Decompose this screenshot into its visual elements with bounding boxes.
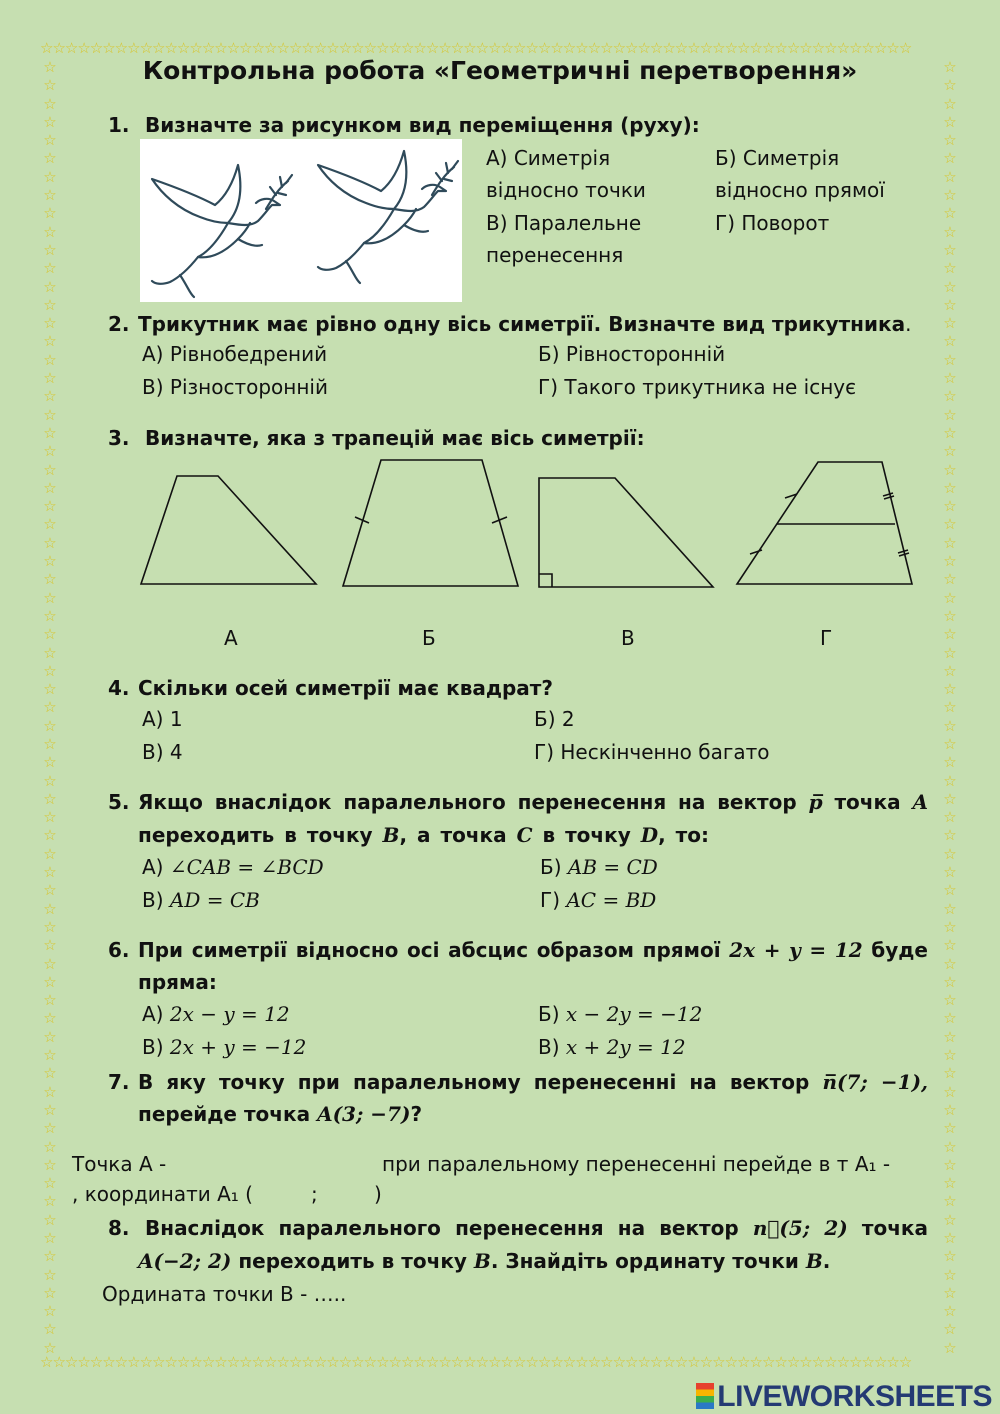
trapezoid-label-g[interactable]: Г bbox=[820, 626, 833, 650]
trapezoid-label-a[interactable]: А bbox=[224, 626, 238, 650]
q5-option-b[interactable]: Б) AB = CD bbox=[540, 855, 658, 879]
q4-text: Скільки осей симетрії має квадрат? bbox=[138, 676, 553, 700]
q2-option-b[interactable]: Б) Рівносторонній bbox=[538, 342, 726, 366]
q6-option-v[interactable]: В) 2x + y = −12 bbox=[142, 1035, 307, 1059]
q5-option-g[interactable]: Г) AC = BD bbox=[540, 888, 657, 912]
q1-option-v-line2: перенесення bbox=[486, 243, 624, 267]
q2-option-v[interactable]: В) Різносторонній bbox=[142, 375, 328, 399]
dove-left-icon bbox=[152, 165, 292, 297]
trapezoid-a bbox=[141, 476, 316, 584]
q4-option-a[interactable]: А) 1 bbox=[142, 707, 183, 731]
q6-option-b[interactable]: Б) x − 2y = −12 bbox=[538, 1002, 703, 1026]
q4-option-b[interactable]: Б) 2 bbox=[534, 707, 575, 731]
q8-line2: A(−2; 2) переходить в точку B. Знайдіть ординату точки B. bbox=[138, 1249, 831, 1273]
answer7-input-x[interactable] bbox=[262, 1180, 307, 1208]
q2-period: . bbox=[905, 312, 912, 336]
trapezoid-v bbox=[539, 478, 713, 587]
answer7-text: при паралельному перенесенні перейде в т А₁ - bbox=[382, 1152, 891, 1176]
answer7-semicolon: ; bbox=[311, 1182, 318, 1206]
trapezoid-g bbox=[737, 462, 912, 584]
q1-option-a-line1[interactable]: А) Симетрія bbox=[486, 146, 611, 170]
q1-number: 1. bbox=[108, 113, 130, 137]
q8-answer-line[interactable]: Ордината точки В - ….. bbox=[102, 1282, 347, 1306]
liveworksheets-icon bbox=[696, 1383, 714, 1409]
q6-line1: При симетрії відносно осі абсцис образом прямої 2x + y = 12 буде bbox=[138, 938, 928, 962]
q1-option-v-line1[interactable]: В) Паралельне bbox=[486, 211, 642, 235]
q2-text: Трикутник має рівно одну вісь симетрії. Визначте вид трикутника bbox=[138, 312, 906, 336]
q4-option-g[interactable]: Г) Нескінченно багато bbox=[534, 740, 770, 764]
star-border-top: ☆☆☆☆☆☆☆☆☆☆☆☆☆☆☆☆☆☆☆☆☆☆☆☆☆☆☆☆☆☆☆☆☆☆☆☆☆☆☆☆☆☆☆☆☆☆☆☆☆☆☆☆☆☆☆☆☆☆☆☆☆☆☆☆☆☆☆☆☆☆ bbox=[40, 39, 912, 57]
q1-text: Визначте за рисунком вид переміщення (руху): bbox=[145, 113, 700, 137]
liveworksheets-logo: LIVEWORKSHEETS bbox=[696, 1380, 992, 1414]
q7-number: 7. bbox=[108, 1070, 130, 1094]
q8-number: 8. bbox=[108, 1216, 130, 1240]
trapezoids-figure bbox=[0, 450, 1000, 600]
q6-option-a[interactable]: А) 2x − y = 12 bbox=[142, 1002, 290, 1026]
trapezoid-label-b[interactable]: Б bbox=[422, 626, 436, 650]
trapezoid-b bbox=[343, 460, 518, 586]
q1-option-a-line2: відносно точки bbox=[486, 178, 646, 202]
answer7-input-point[interactable] bbox=[188, 1150, 368, 1178]
star-border-right: ☆ ☆ ☆ ☆ ☆ ☆ ☆ ☆ ☆ ☆ ☆ ☆ ☆ ☆ ☆ ☆ ☆ ☆ ☆ ☆ ☆ ☆ ☆ ☆ ☆ ☆ ☆ ☆ ☆ ☆ ☆ ☆ ☆ ☆ ☆ ☆ ☆ ☆ ☆ ☆ ☆ ☆ ☆ ☆ ☆ ☆ ☆ ☆ ☆ ☆ ☆ ☆ ☆ ☆ ☆ ☆ ☆ ☆ ☆ ☆ ☆ ☆ ☆ ☆ ☆ ☆ ☆ ☆ ☆ ☆ ☆ bbox=[943, 58, 957, 1357]
answer7-label: Точка А - bbox=[72, 1152, 167, 1176]
q1-option-g[interactable]: Г) Поворот bbox=[715, 211, 830, 235]
q5-line1: Якщо внаслідок паралельного перенесення на вектор p̅ точка A bbox=[138, 790, 929, 814]
q5-option-a[interactable]: А) ∠CAB = ∠BCD bbox=[142, 855, 324, 879]
q1-option-b-line2: відносно прямої bbox=[715, 178, 885, 202]
dove-right-icon bbox=[318, 151, 458, 283]
q5-option-v[interactable]: В) AD = CB bbox=[142, 888, 260, 912]
q3-number: 3. bbox=[108, 426, 130, 450]
q5-line2: переходить в точку B, а точка C в точку D, то: bbox=[138, 823, 709, 847]
q5-number: 5. bbox=[108, 790, 130, 814]
q4-number: 4. bbox=[108, 676, 130, 700]
q7-line2: перейде точка A(3; −7)? bbox=[138, 1102, 423, 1126]
answer7-coords-label: , координати А₁ ( bbox=[72, 1182, 253, 1206]
q7-line1: В яку точку при паралельному перенесенні на вектор n̅(7; −1), bbox=[138, 1070, 929, 1094]
q6-number: 6. bbox=[108, 938, 130, 962]
answer7-close-paren: ) bbox=[374, 1182, 382, 1206]
q6-line2: пряма: bbox=[138, 970, 217, 994]
q1-option-b-line1[interactable]: Б) Симетрія bbox=[715, 146, 840, 170]
q6-option-g[interactable]: В) x + 2y = 12 bbox=[538, 1035, 686, 1059]
answer7-input-y[interactable] bbox=[322, 1180, 372, 1208]
star-border-bottom: ☆☆☆☆☆☆☆☆☆☆☆☆☆☆☆☆☆☆☆☆☆☆☆☆☆☆☆☆☆☆☆☆☆☆☆☆☆☆☆☆☆☆☆☆☆☆☆☆☆☆☆☆☆☆☆☆☆☆☆☆☆☆☆☆☆☆☆☆☆☆ bbox=[40, 1353, 912, 1371]
doves-image bbox=[140, 139, 462, 302]
q8-line1: Внаслідок паралельного перенесення на вектор n⃗(5; 2) точка bbox=[145, 1216, 928, 1240]
trapezoid-label-v[interactable]: В bbox=[621, 626, 635, 650]
page-title: Контрольна робота «Геометричні перетворення» bbox=[142, 56, 858, 85]
q3-text: Визначте, яка з трапецій має вісь симетрії: bbox=[145, 426, 645, 450]
q2-option-a[interactable]: А) Рівнобедрений bbox=[142, 342, 328, 366]
q4-option-v[interactable]: В) 4 bbox=[142, 740, 183, 764]
q2-number: 2. bbox=[108, 312, 130, 336]
q2-option-g[interactable]: Г) Такого трикутника не існує bbox=[538, 375, 857, 399]
star-border-left: ☆ ☆ ☆ ☆ ☆ ☆ ☆ ☆ ☆ ☆ ☆ ☆ ☆ ☆ ☆ ☆ ☆ ☆ ☆ ☆ ☆ ☆ ☆ ☆ ☆ ☆ ☆ ☆ ☆ ☆ ☆ ☆ ☆ ☆ ☆ ☆ ☆ ☆ ☆ ☆ ☆ ☆ ☆ ☆ ☆ ☆ ☆ ☆ ☆ ☆ ☆ ☆ ☆ ☆ ☆ ☆ ☆ ☆ ☆ ☆ ☆ ☆ ☆ ☆ ☆ ☆ ☆ ☆ ☆ ☆ ☆ bbox=[43, 58, 57, 1357]
